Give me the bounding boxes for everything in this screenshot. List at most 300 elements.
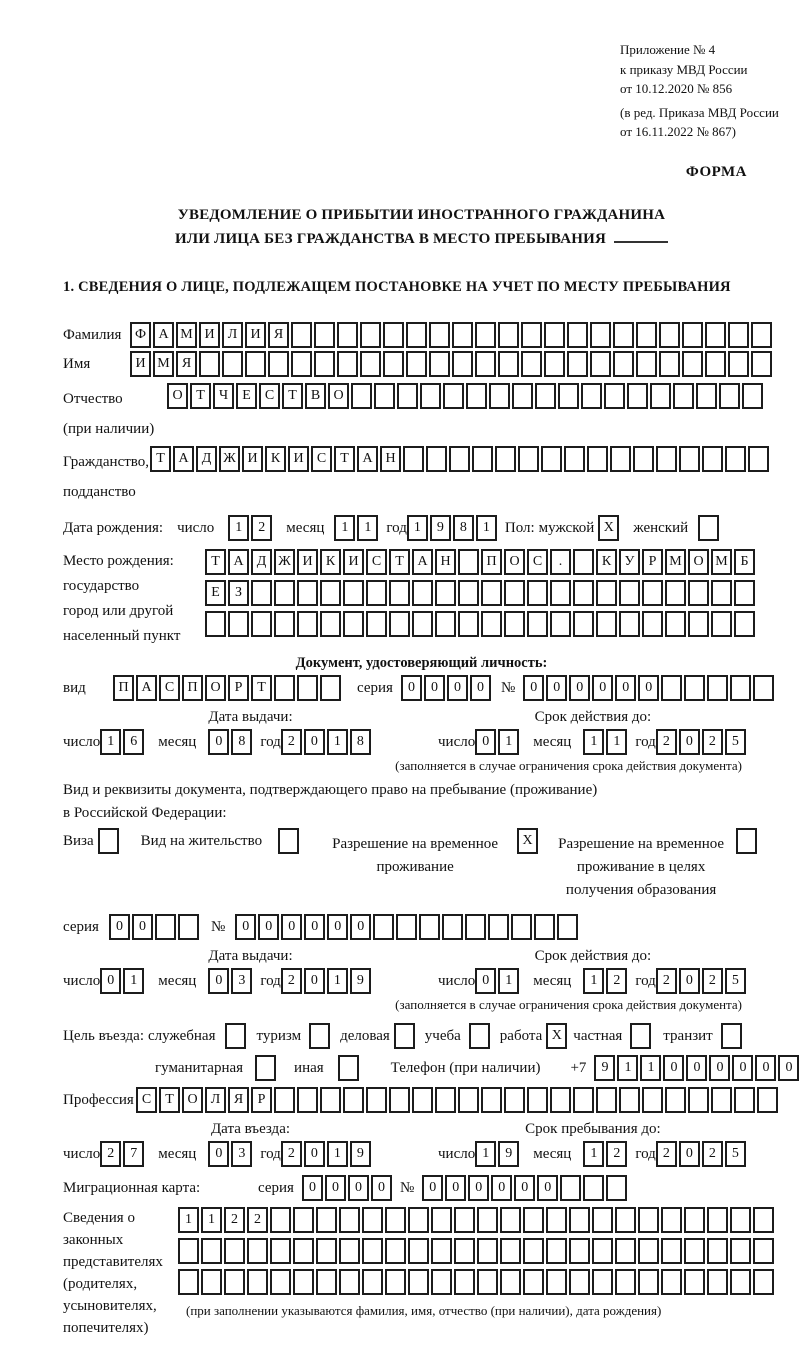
char-cell[interactable]: 0 — [208, 729, 229, 755]
char-cell[interactable] — [730, 1269, 751, 1295]
char-cell[interactable] — [682, 351, 703, 377]
char-cell[interactable]: С — [366, 549, 387, 575]
char-cell[interactable] — [707, 1269, 728, 1295]
char-cell[interactable]: Т — [150, 446, 171, 472]
char-cell[interactable] — [523, 1238, 544, 1264]
char-cell[interactable]: Т — [389, 549, 410, 575]
char-cell[interactable]: 0 — [686, 1055, 707, 1081]
char-cell[interactable] — [613, 322, 634, 348]
char-cell[interactable]: М — [711, 549, 732, 575]
char-cell[interactable] — [224, 1238, 245, 1264]
char-cell[interactable] — [638, 1238, 659, 1264]
char-cell[interactable] — [613, 351, 634, 377]
char-cell[interactable] — [477, 1207, 498, 1233]
char-cell[interactable]: 2 — [656, 968, 677, 994]
char-cell[interactable]: 0 — [663, 1055, 684, 1081]
char-cell[interactable]: А — [412, 549, 433, 575]
char-cell[interactable] — [343, 580, 364, 606]
char-cell[interactable] — [408, 1269, 429, 1295]
char-cell[interactable] — [730, 1238, 751, 1264]
char-cell[interactable]: Л — [205, 1087, 226, 1113]
char-cell[interactable]: 5 — [725, 729, 746, 755]
char-cell[interactable] — [659, 322, 680, 348]
char-cell[interactable]: П — [113, 675, 134, 701]
char-cell[interactable] — [420, 383, 441, 409]
sex-female-checkbox[interactable] — [698, 515, 719, 541]
char-cell[interactable]: 0 — [468, 1175, 489, 1201]
char-cell[interactable] — [397, 383, 418, 409]
char-cell[interactable] — [573, 580, 594, 606]
char-cell[interactable] — [343, 611, 364, 637]
char-cell[interactable]: Р — [642, 549, 663, 575]
char-cell[interactable] — [725, 446, 746, 472]
char-cell[interactable] — [366, 580, 387, 606]
char-cell[interactable] — [297, 580, 318, 606]
char-cell[interactable]: 0 — [679, 968, 700, 994]
char-cell[interactable] — [753, 1269, 774, 1295]
char-cell[interactable]: 0 — [304, 968, 325, 994]
char-cell[interactable] — [314, 351, 335, 377]
char-cell[interactable] — [707, 675, 728, 701]
char-cell[interactable] — [366, 1087, 387, 1113]
char-cell[interactable] — [604, 383, 625, 409]
char-cell[interactable]: 0 — [258, 914, 279, 940]
char-cell[interactable] — [362, 1269, 383, 1295]
char-cell[interactable] — [442, 914, 463, 940]
char-cell[interactable]: Ж — [274, 549, 295, 575]
char-cell[interactable]: И — [242, 446, 263, 472]
char-cell[interactable] — [396, 914, 417, 940]
char-cell[interactable] — [452, 322, 473, 348]
char-cell[interactable] — [412, 1087, 433, 1113]
char-cell[interactable] — [696, 383, 717, 409]
char-cell[interactable] — [615, 1269, 636, 1295]
char-cell[interactable]: 2 — [281, 968, 302, 994]
char-cell[interactable] — [642, 580, 663, 606]
char-cell[interactable]: 0 — [778, 1055, 799, 1081]
char-cell[interactable] — [684, 1238, 705, 1264]
char-cell[interactable] — [454, 1207, 475, 1233]
char-cell[interactable] — [412, 611, 433, 637]
char-cell[interactable] — [633, 446, 654, 472]
char-cell[interactable]: З — [228, 580, 249, 606]
char-cell[interactable] — [619, 580, 640, 606]
char-cell[interactable] — [412, 580, 433, 606]
char-cell[interactable] — [465, 914, 486, 940]
char-cell[interactable]: 6 — [123, 729, 144, 755]
char-cell[interactable]: 2 — [281, 1141, 302, 1167]
char-cell[interactable]: И — [199, 322, 220, 348]
char-cell[interactable]: 1 — [498, 729, 519, 755]
char-cell[interactable] — [707, 1238, 728, 1264]
char-cell[interactable]: С — [259, 383, 280, 409]
char-cell[interactable]: Н — [380, 446, 401, 472]
char-cell[interactable]: Я — [268, 322, 289, 348]
char-cell[interactable] — [270, 1238, 291, 1264]
visa-checkbox[interactable] — [98, 828, 119, 854]
char-cell[interactable] — [291, 351, 312, 377]
char-cell[interactable] — [523, 1207, 544, 1233]
char-cell[interactable]: А — [173, 446, 194, 472]
char-cell[interactable]: 0 — [371, 1175, 392, 1201]
char-cell[interactable]: 3 — [231, 968, 252, 994]
char-cell[interactable] — [742, 383, 763, 409]
char-cell[interactable] — [291, 322, 312, 348]
char-cell[interactable] — [343, 1087, 364, 1113]
char-cell[interactable] — [435, 1087, 456, 1113]
char-cell[interactable] — [527, 1087, 548, 1113]
char-cell[interactable] — [498, 351, 519, 377]
char-cell[interactable] — [481, 611, 502, 637]
char-cell[interactable] — [592, 1238, 613, 1264]
char-cell[interactable] — [748, 446, 769, 472]
char-cell[interactable] — [546, 1207, 567, 1233]
char-cell[interactable] — [500, 1238, 521, 1264]
char-cell[interactable] — [408, 1238, 429, 1264]
char-cell[interactable]: 2 — [100, 1141, 121, 1167]
char-cell[interactable] — [477, 1269, 498, 1295]
char-cell[interactable] — [564, 446, 585, 472]
char-cell[interactable] — [606, 1175, 627, 1201]
char-cell[interactable] — [560, 1175, 581, 1201]
char-cell[interactable] — [596, 611, 617, 637]
char-cell[interactable] — [443, 383, 464, 409]
char-cell[interactable]: 1 — [498, 968, 519, 994]
char-cell[interactable] — [546, 1269, 567, 1295]
char-cell[interactable]: 9 — [350, 1141, 371, 1167]
char-cell[interactable] — [320, 1087, 341, 1113]
char-cell[interactable] — [320, 611, 341, 637]
char-cell[interactable] — [642, 1087, 663, 1113]
char-cell[interactable]: 2 — [281, 729, 302, 755]
char-cell[interactable]: 0 — [424, 675, 445, 701]
char-cell[interactable]: 0 — [401, 675, 422, 701]
char-cell[interactable] — [567, 351, 588, 377]
char-cell[interactable]: 0 — [470, 675, 491, 701]
char-cell[interactable] — [615, 1238, 636, 1264]
char-cell[interactable]: 0 — [327, 914, 348, 940]
char-cell[interactable]: 0 — [348, 1175, 369, 1201]
char-cell[interactable]: Б — [734, 549, 755, 575]
char-cell[interactable]: Я — [228, 1087, 249, 1113]
char-cell[interactable] — [320, 675, 341, 701]
char-cell[interactable]: 1 — [476, 515, 497, 541]
char-cell[interactable] — [730, 1207, 751, 1233]
char-cell[interactable]: 0 — [475, 729, 496, 755]
char-cell[interactable] — [429, 322, 450, 348]
char-cell[interactable]: У — [619, 549, 640, 575]
char-cell[interactable]: 1 — [100, 729, 121, 755]
char-cell[interactable] — [534, 914, 555, 940]
char-cell[interactable]: К — [596, 549, 617, 575]
char-cell[interactable] — [734, 580, 755, 606]
char-cell[interactable]: Н — [435, 549, 456, 575]
char-cell[interactable]: 1 — [640, 1055, 661, 1081]
char-cell[interactable] — [426, 446, 447, 472]
char-cell[interactable] — [374, 383, 395, 409]
char-cell[interactable] — [385, 1269, 406, 1295]
char-cell[interactable]: 5 — [725, 968, 746, 994]
char-cell[interactable]: . — [550, 549, 571, 575]
char-cell[interactable] — [610, 446, 631, 472]
char-cell[interactable]: А — [228, 549, 249, 575]
char-cell[interactable]: О — [205, 675, 226, 701]
char-cell[interactable] — [705, 351, 726, 377]
char-cell[interactable] — [247, 1238, 268, 1264]
char-cell[interactable]: 0 — [304, 1141, 325, 1167]
purpose-work-checkbox[interactable]: X — [546, 1023, 567, 1049]
char-cell[interactable] — [638, 1207, 659, 1233]
char-cell[interactable] — [385, 1207, 406, 1233]
char-cell[interactable] — [753, 675, 774, 701]
char-cell[interactable]: 2 — [251, 515, 272, 541]
char-cell[interactable]: 0 — [546, 675, 567, 701]
char-cell[interactable] — [734, 611, 755, 637]
char-cell[interactable] — [682, 322, 703, 348]
char-cell[interactable] — [389, 580, 410, 606]
char-cell[interactable] — [495, 446, 516, 472]
char-cell[interactable] — [504, 1087, 525, 1113]
char-cell[interactable]: 2 — [702, 968, 723, 994]
char-cell[interactable]: 9 — [594, 1055, 615, 1081]
purpose-official-checkbox[interactable] — [225, 1023, 246, 1049]
char-cell[interactable]: 1 — [327, 729, 348, 755]
char-cell[interactable]: 0 — [592, 675, 613, 701]
char-cell[interactable] — [385, 1238, 406, 1264]
char-cell[interactable] — [753, 1207, 774, 1233]
char-cell[interactable] — [596, 1087, 617, 1113]
char-cell[interactable] — [270, 1269, 291, 1295]
char-cell[interactable]: 0 — [208, 968, 229, 994]
char-cell[interactable]: 0 — [100, 968, 121, 994]
char-cell[interactable] — [454, 1269, 475, 1295]
char-cell[interactable]: И — [245, 322, 266, 348]
char-cell[interactable] — [360, 351, 381, 377]
char-cell[interactable] — [730, 675, 751, 701]
char-cell[interactable] — [504, 611, 525, 637]
char-cell[interactable] — [590, 351, 611, 377]
char-cell[interactable] — [383, 351, 404, 377]
char-cell[interactable]: Я — [176, 351, 197, 377]
char-cell[interactable]: А — [357, 446, 378, 472]
purpose-private-checkbox[interactable] — [630, 1023, 651, 1049]
char-cell[interactable] — [665, 580, 686, 606]
char-cell[interactable] — [719, 383, 740, 409]
char-cell[interactable]: Т — [205, 549, 226, 575]
char-cell[interactable] — [550, 611, 571, 637]
char-cell[interactable]: П — [182, 675, 203, 701]
char-cell[interactable] — [337, 322, 358, 348]
char-cell[interactable]: 0 — [475, 968, 496, 994]
char-cell[interactable] — [684, 675, 705, 701]
char-cell[interactable] — [475, 322, 496, 348]
char-cell[interactable]: 0 — [422, 1175, 443, 1201]
char-cell[interactable]: 1 — [606, 729, 627, 755]
char-cell[interactable] — [590, 322, 611, 348]
char-cell[interactable] — [245, 351, 266, 377]
char-cell[interactable]: 2 — [702, 1141, 723, 1167]
char-cell[interactable] — [297, 611, 318, 637]
char-cell[interactable] — [661, 675, 682, 701]
char-cell[interactable]: О — [504, 549, 525, 575]
char-cell[interactable] — [558, 383, 579, 409]
char-cell[interactable] — [466, 383, 487, 409]
char-cell[interactable]: И — [297, 549, 318, 575]
char-cell[interactable]: 0 — [302, 1175, 323, 1201]
char-cell[interactable]: 0 — [132, 914, 153, 940]
char-cell[interactable] — [751, 322, 772, 348]
char-cell[interactable]: Т — [282, 383, 303, 409]
char-cell[interactable] — [711, 580, 732, 606]
char-cell[interactable] — [728, 351, 749, 377]
char-cell[interactable] — [550, 580, 571, 606]
char-cell[interactable]: Л — [222, 322, 243, 348]
char-cell[interactable]: И — [130, 351, 151, 377]
char-cell[interactable] — [429, 351, 450, 377]
char-cell[interactable] — [619, 1087, 640, 1113]
char-cell[interactable]: Ф — [130, 322, 151, 348]
char-cell[interactable] — [679, 446, 700, 472]
char-cell[interactable] — [228, 611, 249, 637]
char-cell[interactable]: 1 — [123, 968, 144, 994]
char-cell[interactable] — [155, 914, 176, 940]
char-cell[interactable] — [684, 1269, 705, 1295]
char-cell[interactable]: С — [311, 446, 332, 472]
char-cell[interactable] — [458, 1087, 479, 1113]
char-cell[interactable] — [316, 1207, 337, 1233]
char-cell[interactable] — [527, 580, 548, 606]
char-cell[interactable] — [178, 1238, 199, 1264]
char-cell[interactable]: 0 — [537, 1175, 558, 1201]
char-cell[interactable] — [274, 675, 295, 701]
char-cell[interactable]: 2 — [656, 1141, 677, 1167]
char-cell[interactable]: 0 — [445, 1175, 466, 1201]
char-cell[interactable] — [498, 322, 519, 348]
char-cell[interactable] — [521, 322, 542, 348]
char-cell[interactable] — [557, 914, 578, 940]
char-cell[interactable] — [711, 1087, 732, 1113]
temp-residence-checkbox[interactable]: X — [517, 828, 538, 854]
char-cell[interactable]: Т — [251, 675, 272, 701]
char-cell[interactable] — [297, 675, 318, 701]
char-cell[interactable] — [408, 1207, 429, 1233]
char-cell[interactable]: 0 — [304, 914, 325, 940]
char-cell[interactable] — [659, 351, 680, 377]
char-cell[interactable] — [541, 446, 562, 472]
char-cell[interactable]: Д — [251, 549, 272, 575]
char-cell[interactable] — [573, 611, 594, 637]
purpose-tourism-checkbox[interactable] — [309, 1023, 330, 1049]
char-cell[interactable] — [661, 1238, 682, 1264]
char-cell[interactable] — [656, 446, 677, 472]
char-cell[interactable] — [406, 322, 427, 348]
char-cell[interactable] — [293, 1238, 314, 1264]
char-cell[interactable]: 0 — [447, 675, 468, 701]
char-cell[interactable] — [316, 1269, 337, 1295]
char-cell[interactable]: К — [320, 549, 341, 575]
char-cell[interactable]: 8 — [231, 729, 252, 755]
char-cell[interactable] — [435, 611, 456, 637]
char-cell[interactable] — [500, 1207, 521, 1233]
char-cell[interactable] — [650, 383, 671, 409]
char-cell[interactable] — [544, 351, 565, 377]
char-cell[interactable] — [419, 914, 440, 940]
char-cell[interactable] — [592, 1269, 613, 1295]
char-cell[interactable]: Р — [251, 1087, 272, 1113]
char-cell[interactable]: О — [167, 383, 188, 409]
char-cell[interactable] — [199, 351, 220, 377]
char-cell[interactable]: 2 — [606, 968, 627, 994]
char-cell[interactable] — [544, 322, 565, 348]
char-cell[interactable]: 1 — [583, 968, 604, 994]
temp-residence-education-checkbox[interactable] — [736, 828, 757, 854]
char-cell[interactable] — [449, 446, 470, 472]
char-cell[interactable]: 1 — [327, 1141, 348, 1167]
char-cell[interactable] — [705, 322, 726, 348]
char-cell[interactable]: 2 — [606, 1141, 627, 1167]
char-cell[interactable]: Е — [236, 383, 257, 409]
char-cell[interactable] — [339, 1207, 360, 1233]
char-cell[interactable]: 0 — [208, 1141, 229, 1167]
char-cell[interactable]: 8 — [453, 515, 474, 541]
char-cell[interactable] — [458, 611, 479, 637]
char-cell[interactable]: 1 — [617, 1055, 638, 1081]
char-cell[interactable]: Ж — [219, 446, 240, 472]
char-cell[interactable] — [615, 1207, 636, 1233]
char-cell[interactable]: Ч — [213, 383, 234, 409]
char-cell[interactable] — [201, 1269, 222, 1295]
char-cell[interactable] — [351, 383, 372, 409]
char-cell[interactable]: 2 — [656, 729, 677, 755]
purpose-humanitarian-checkbox[interactable] — [255, 1055, 276, 1081]
purpose-transit-checkbox[interactable] — [721, 1023, 742, 1049]
char-cell[interactable]: П — [481, 549, 502, 575]
char-cell[interactable]: 1 — [583, 1141, 604, 1167]
char-cell[interactable] — [205, 611, 226, 637]
char-cell[interactable] — [661, 1207, 682, 1233]
char-cell[interactable]: О — [182, 1087, 203, 1113]
char-cell[interactable] — [297, 1087, 318, 1113]
char-cell[interactable]: 9 — [350, 968, 371, 994]
char-cell[interactable] — [569, 1269, 590, 1295]
char-cell[interactable]: С — [527, 549, 548, 575]
char-cell[interactable]: 1 — [178, 1207, 199, 1233]
char-cell[interactable]: 1 — [357, 515, 378, 541]
char-cell[interactable] — [527, 611, 548, 637]
char-cell[interactable]: 5 — [725, 1141, 746, 1167]
char-cell[interactable] — [406, 351, 427, 377]
char-cell[interactable]: С — [136, 1087, 157, 1113]
char-cell[interactable] — [500, 1269, 521, 1295]
char-cell[interactable]: 0 — [281, 914, 302, 940]
char-cell[interactable]: 0 — [325, 1175, 346, 1201]
char-cell[interactable]: 7 — [123, 1141, 144, 1167]
char-cell[interactable]: Д — [196, 446, 217, 472]
char-cell[interactable] — [270, 1207, 291, 1233]
char-cell[interactable] — [389, 1087, 410, 1113]
char-cell[interactable] — [684, 1207, 705, 1233]
char-cell[interactable] — [472, 446, 493, 472]
char-cell[interactable]: Т — [190, 383, 211, 409]
char-cell[interactable] — [366, 611, 387, 637]
char-cell[interactable] — [489, 383, 510, 409]
char-cell[interactable]: 9 — [498, 1141, 519, 1167]
char-cell[interactable]: 1 — [327, 968, 348, 994]
char-cell[interactable]: 1 — [334, 515, 355, 541]
char-cell[interactable] — [673, 383, 694, 409]
char-cell[interactable]: С — [159, 675, 180, 701]
char-cell[interactable]: К — [265, 446, 286, 472]
